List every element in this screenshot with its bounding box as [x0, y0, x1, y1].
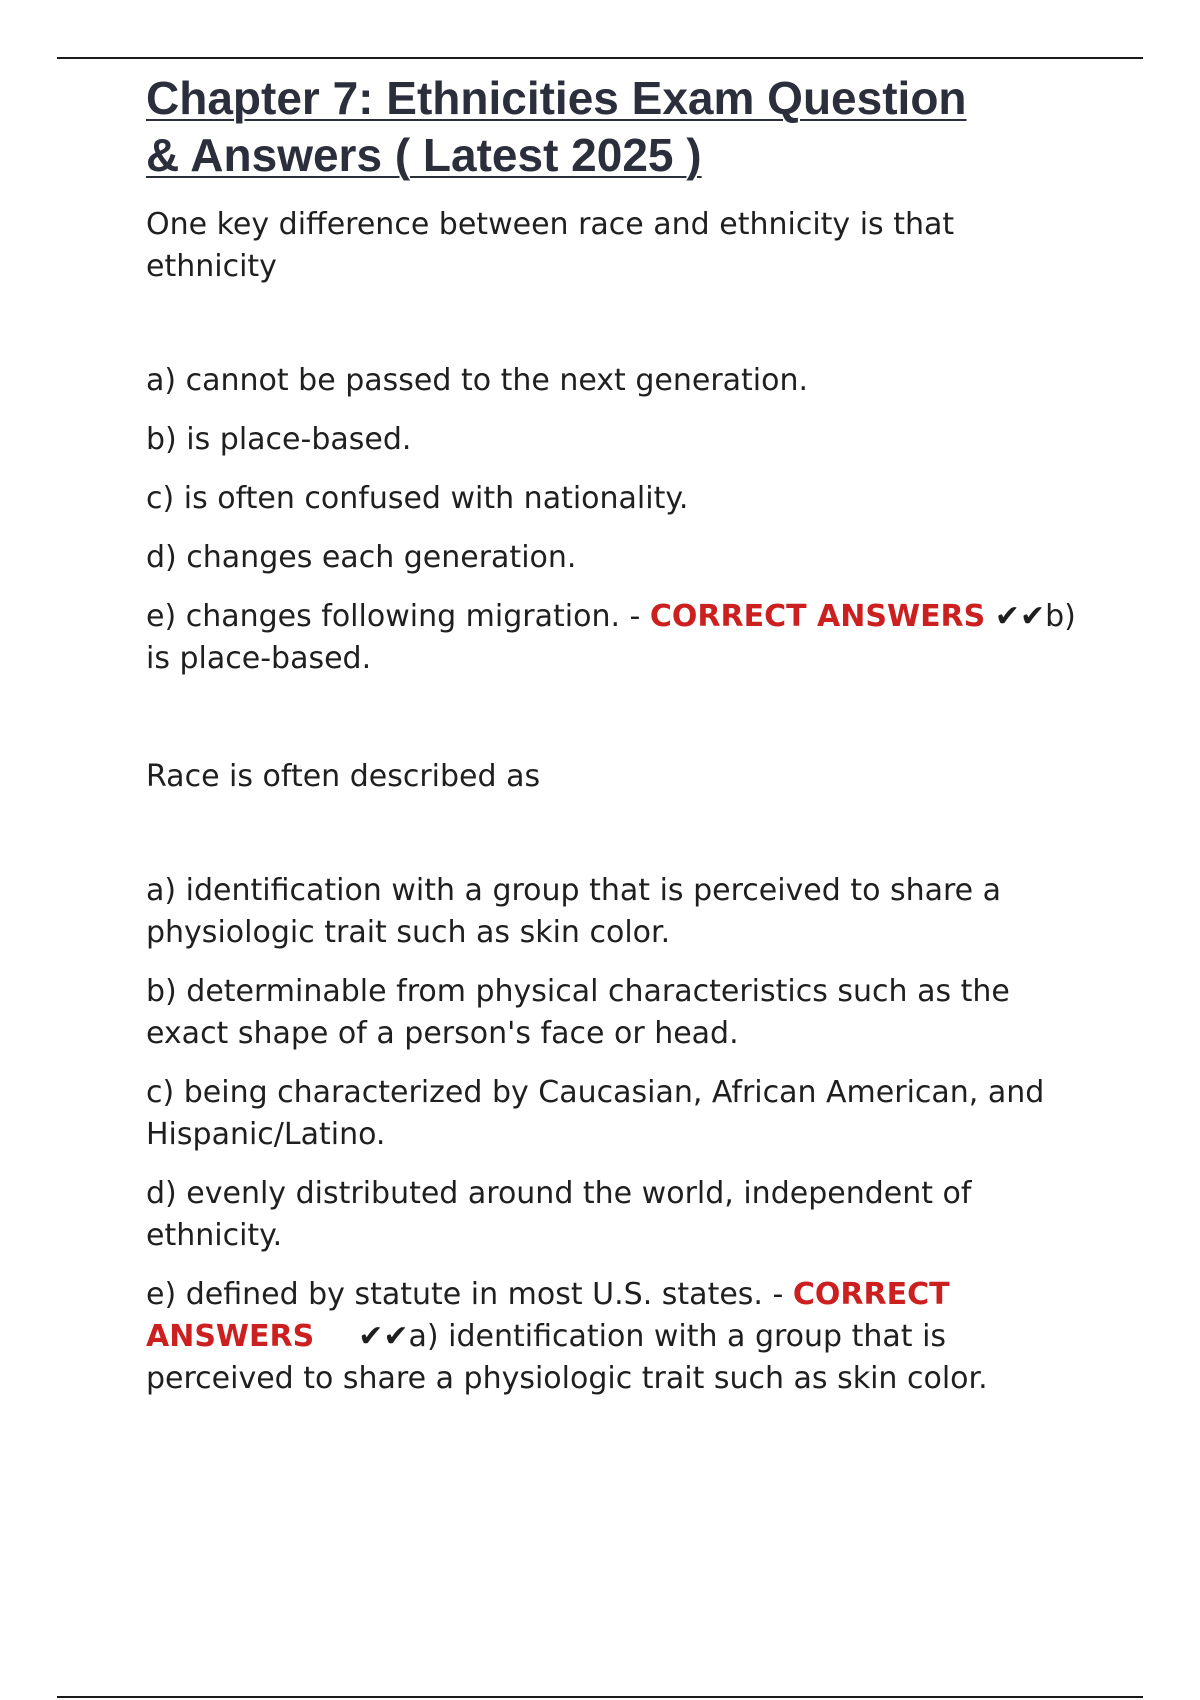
- option-b: b) is place-based.: [146, 422, 412, 457]
- option-c: c) being characterized by Caucasian, African American, and Hispanic/Latino.: [146, 1075, 1045, 1152]
- question-prompt: Race is often described as: [146, 759, 541, 794]
- option-e-with-answer: [146, 1274, 1086, 1400]
- options-list: [146, 360, 1086, 680]
- checkmark-icon: ✔✔: [994, 599, 1046, 634]
- options-list: [146, 870, 1086, 1400]
- checkmark-icon: ✔✔: [358, 1319, 409, 1354]
- top-rule: [57, 57, 1143, 59]
- correct-answer-text: b) is place-based.: [146, 599, 1076, 676]
- option-b: b) determinable from physical characteristics such as the exact shape of a person's face or head.: [146, 974, 1010, 1051]
- option-a: a) cannot be passed to the next generation.: [146, 363, 809, 398]
- question-1: [146, 204, 1086, 680]
- correct-answers-label: CORRECT ANSWERS: [649, 599, 986, 634]
- option-d: d) changes each generation.: [146, 540, 577, 575]
- title-line-2: & Answers ( Latest 2025 ): [146, 129, 702, 181]
- question-prompt: One key difference between race and ethnicity is that ethnicity: [146, 207, 955, 284]
- option-e-with-answer: [146, 596, 1086, 680]
- option-e: e) defined by statute in most U.S. states. -: [146, 1277, 784, 1312]
- document-body: [146, 70, 1086, 1417]
- option-a: a) identification with a group that is perceived to share a physiologic trait such as skin color.: [146, 873, 1002, 950]
- question-2: [146, 756, 1086, 1400]
- bottom-rule: [57, 1696, 1143, 1698]
- correct-answers-label: CORRECT ANSWERS: [146, 1277, 950, 1354]
- option-e: e) changes following migration. -: [146, 599, 641, 634]
- title-line-1: Chapter 7: Ethnicities Exam Question: [146, 72, 967, 124]
- document-title: [146, 70, 1086, 184]
- correct-answer-text: a) identification with a group that is perceived to share a physiologic trait such as skin color.: [146, 1319, 988, 1396]
- option-c: c) is often confused with nationality.: [146, 481, 689, 516]
- option-d: d) evenly distributed around the world, independent of ethnicity.: [146, 1176, 972, 1253]
